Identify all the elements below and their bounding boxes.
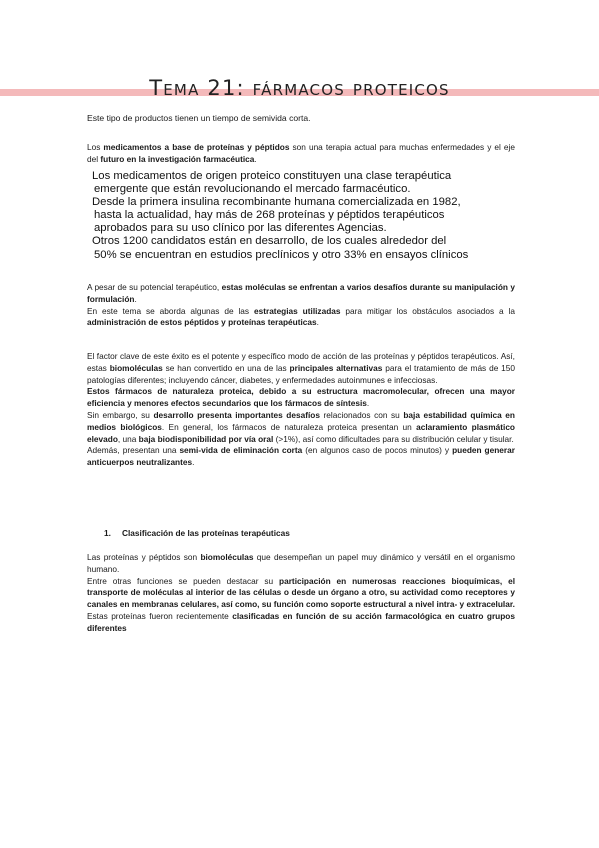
text: . <box>134 293 137 304</box>
text: . <box>366 398 370 409</box>
text: Las proteínas y péptidos son <box>87 552 201 562</box>
quote-line: Desde la primera insulina recombinante humana comercializada en 1982, <box>92 196 461 209</box>
bold-text: administración de estos péptidos y proteínas terapéuticas <box>87 317 317 328</box>
paragraph-3 <box>87 351 515 469</box>
bold-text: medicamentos a base de proteínas y péptidos <box>103 142 290 152</box>
text: Estas proteínas fueron recientemente <box>87 610 233 621</box>
paragraph-4 <box>87 552 515 635</box>
bold-text: baja biodisponibilidad por vía oral <box>138 433 274 444</box>
bold-text: biomoléculas <box>200 552 254 562</box>
quote-line: aprobados para su uso clínico por las diferentes Agencias. <box>94 222 387 235</box>
text: Entre otras funciones se pueden destacar su <box>87 575 280 586</box>
bold-text: aclaramiento plasmático elevado <box>87 421 516 444</box>
text: Sin embargo, su <box>87 409 154 420</box>
text: son una terapia actual para muchas enfermedades y el eje del <box>87 142 515 164</box>
quoted-excerpt <box>92 170 522 262</box>
text: . <box>254 153 257 164</box>
intro-paragraph: Este tipo de productos tienen un tiempo de semivida corta. <box>87 113 311 123</box>
text: se han convertido en una de las <box>162 362 290 373</box>
text: Los <box>87 142 104 152</box>
text: para el tratamiento de más de 150 patologías diferentes; incluyendo cáncer, diabetes, y enfermedades autoinmunes e infecciosas. <box>87 362 516 385</box>
quote-line: hasta la actualidad, hay más de 268 proteínas y péptidos terapéuticos <box>94 209 445 222</box>
quote-line: 50% se encuentran en estudios preclínicos y otro 33% en ensayos clínicos <box>94 248 469 261</box>
text: , una <box>117 433 139 444</box>
text: A pesar de su potencial terapéutico, <box>87 282 222 292</box>
page-title: Tema 21: fármacos proteicos <box>149 76 450 100</box>
text: (en algunos caso de pocos minutos) y <box>302 445 453 456</box>
text: El factor clave de este éxito es el potente y específico modo de acción de las proteínas y péptidos terapéuticos. Así, estas <box>87 351 515 373</box>
quote-line: Los medicamentos de origen proteico constituyen una clase terapéutica <box>92 170 452 182</box>
text: . <box>192 457 195 468</box>
bold-text: biomoléculas <box>109 362 163 373</box>
paragraph-1 <box>87 142 515 166</box>
bold-text: estas moléculas se enfrentan a varios desafíos durante su manipulación y formulación <box>87 282 515 304</box>
bold-text: principales alternativas <box>289 362 383 373</box>
bold-text: pueden generar anticuerpos neutralizantes <box>87 445 515 468</box>
bold-text: estrategias utilizadas <box>253 305 341 316</box>
text: para mitigar los obstáculos asociados a la <box>340 305 515 316</box>
bold-text: Estos fármacos de naturaleza proteica, debido a su estructura macromolecular, ofrecen una mayor eficiencia y menores efectos secundarios que los fármacos de síntesis <box>87 386 515 409</box>
quote-line: Otros 1200 candidatos están en desarrollo, de los cuales alrededor del <box>92 235 447 248</box>
text: que desempeñan un papel muy dinámico y versátil en el organismo humano. <box>87 552 515 574</box>
text: relacionados con su <box>319 409 404 420</box>
section-title: Clasificación de las proteínas terapéuticas <box>122 528 290 538</box>
bold-text: futuro en la investigación farmacéutica <box>100 153 255 164</box>
bold-text: semi-vida de eliminación corta <box>179 445 303 456</box>
text: En este tema se aborda algunas de las <box>87 305 254 316</box>
bold-text: participación en numerosas reacciones bioquímicas, el transporte de moléculas al interior de las células o desde un órgano a otro, su actividad como receptores y canales en membranas celulares, así como, su función como soporte estructural a nivel intra- y extracelular. <box>87 575 516 610</box>
text: . <box>316 317 319 328</box>
bold-text: desarrollo presenta importantes desafíos <box>153 409 320 420</box>
bold-text: baja estabilidad química en medios biológicos <box>87 409 515 432</box>
text: Además, presentan una <box>87 445 180 456</box>
paragraph-2 <box>87 282 515 329</box>
section-number: 1. <box>104 528 111 538</box>
bold-text: clasificadas en función de su acción farmacológica en cuatro grupos diferentes <box>87 610 515 633</box>
section-heading <box>104 528 290 538</box>
quote-line: emergente que están revolucionando el mercado farmacéutico. <box>94 183 411 196</box>
text: (>1%), así como dificultades para su distribución celular y tisular. <box>273 433 514 444</box>
text: . En general, los fármacos de naturaleza proteica presentan un <box>161 421 417 432</box>
